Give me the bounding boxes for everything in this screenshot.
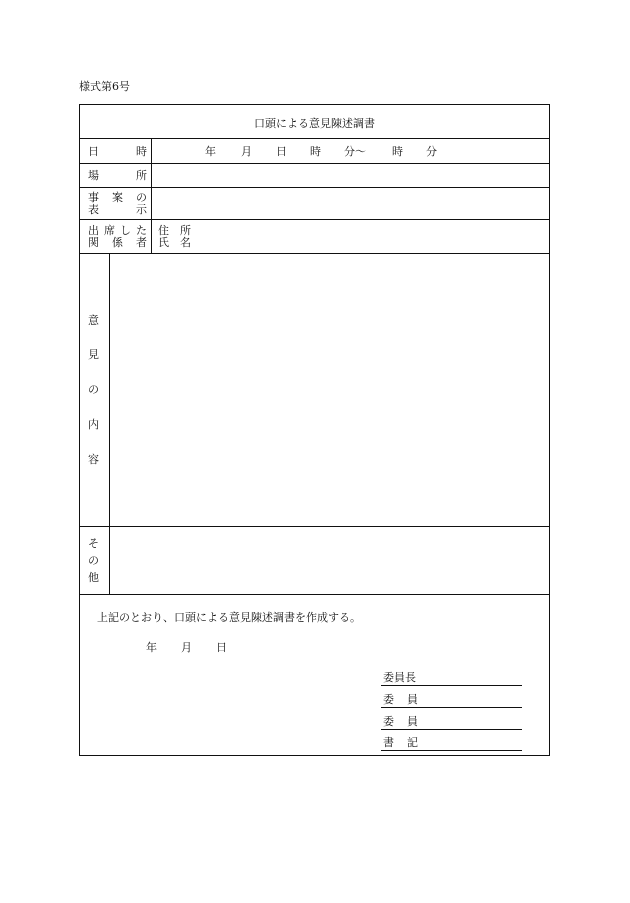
label-column-divider	[151, 138, 152, 253]
name-label-1: 氏	[158, 236, 169, 249]
signature-clerk-line	[381, 750, 522, 751]
signature-chair-label: 委員長	[383, 671, 416, 684]
signature-clerk-label-1: 書	[383, 736, 394, 749]
signature-chair-line	[381, 685, 522, 686]
statement-text: 上記のとおり、口頭による意見陳述調書を作成する。	[97, 611, 361, 624]
other-label-3: 他	[88, 571, 99, 584]
signature-member1-line	[381, 707, 522, 708]
address-label-2: 所	[180, 224, 191, 237]
place-label-1: 場	[88, 169, 99, 182]
opinion-label-1: 意	[88, 314, 99, 327]
attendee-label-3: し	[120, 224, 131, 237]
signature-clerk-label-2: 記	[407, 736, 418, 749]
datetime-label-1: 日	[88, 145, 99, 158]
attendee-label-4: た	[136, 224, 147, 237]
form-number: 様式第6号	[79, 80, 130, 93]
unit-hour: 時	[310, 145, 321, 158]
datetime-label-2: 時	[136, 145, 147, 158]
address-label-1: 住	[158, 224, 169, 237]
unit-day: 日	[276, 145, 287, 158]
attendee-label-1: 出	[88, 224, 99, 237]
opinion-label-3: の	[88, 383, 99, 396]
unit-year: 年	[205, 145, 216, 158]
date-month: 月	[181, 641, 192, 654]
case-label-4: 表	[88, 203, 99, 216]
unit-month: 月	[241, 145, 252, 158]
signature-member2-label-2: 員	[407, 715, 418, 728]
unit-minute-end: 分	[426, 145, 437, 158]
divider-other	[80, 594, 549, 595]
case-label-1: 事	[88, 191, 99, 204]
divider-attendee	[80, 253, 549, 254]
date-year: 年	[146, 641, 157, 654]
place-label-2: 所	[136, 169, 147, 182]
unit-hour-end: 時	[392, 145, 403, 158]
signature-member1-label-2: 員	[407, 693, 418, 706]
hearing-record-form	[79, 104, 550, 756]
unit-minute-from: 分〜	[344, 145, 366, 158]
attendee-label-7: 者	[136, 236, 147, 249]
divider-opinion	[80, 526, 549, 527]
opinion-label-5: 容	[88, 453, 99, 466]
attendee-label-6: 係	[112, 236, 123, 249]
case-label-5: 示	[136, 203, 147, 216]
case-label-3: の	[136, 191, 147, 204]
date-day: 日	[216, 641, 227, 654]
opinion-label-4: 内	[88, 418, 99, 431]
signature-member2-line	[381, 729, 522, 730]
attendee-label-2: 席	[104, 224, 115, 237]
opinion-label-2: 見	[88, 348, 99, 361]
signature-member1-label-1: 委	[383, 693, 394, 706]
form-title: 口頭による意見陳述調書	[254, 117, 375, 130]
other-label-2: の	[88, 554, 99, 567]
case-label-2: 案	[112, 191, 123, 204]
narrow-label-divider	[109, 253, 110, 594]
attendee-label-5: 関	[88, 236, 99, 249]
signature-member2-label-1: 委	[383, 715, 394, 728]
other-label-1: そ	[88, 537, 99, 550]
name-label-2: 名	[180, 236, 191, 249]
